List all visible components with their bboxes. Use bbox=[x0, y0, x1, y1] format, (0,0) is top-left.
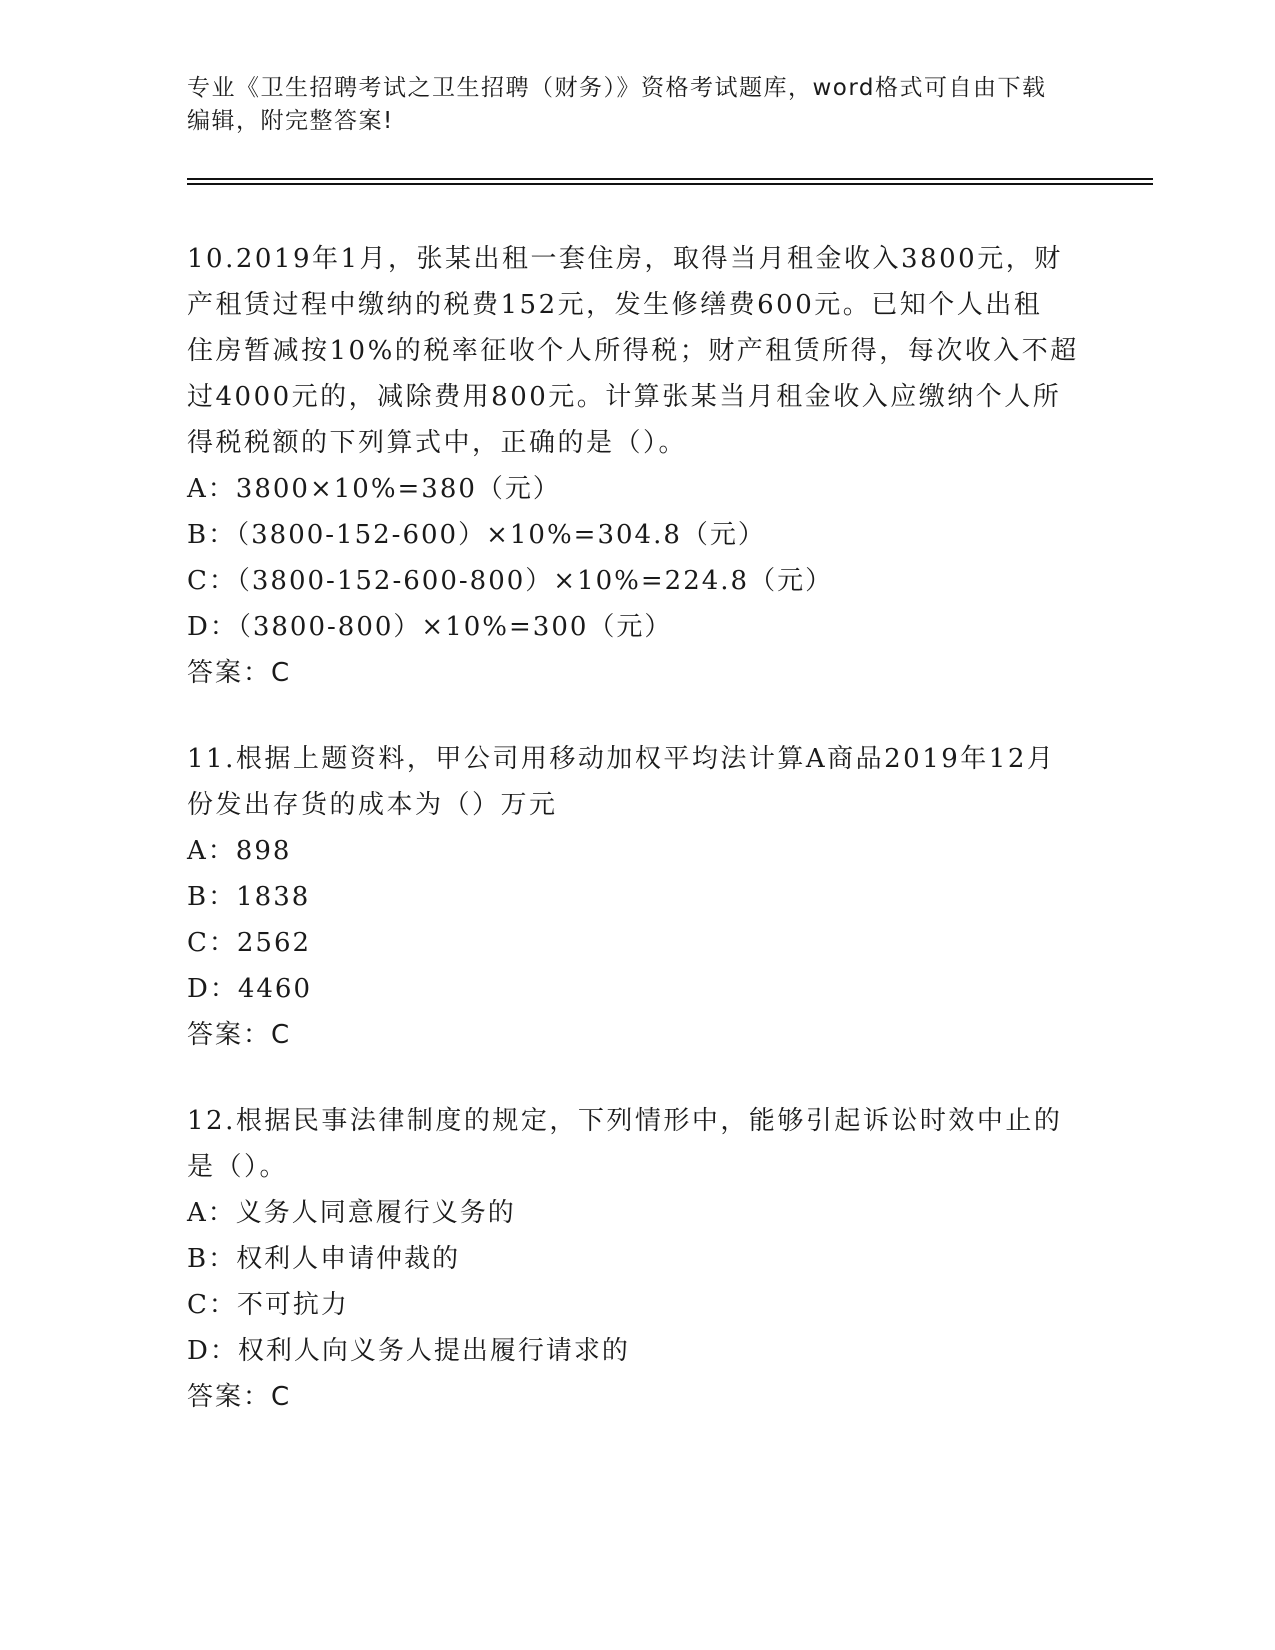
option-d: D：4460 bbox=[187, 974, 313, 1004]
question-stem-line: 11.根据上题资料，甲公司用移动加权平均法计算A商品2019年12月 bbox=[187, 744, 1056, 774]
option-b: B：权利人申请仲裁的 bbox=[187, 1244, 461, 1274]
answer-label: 答案：C bbox=[187, 658, 292, 688]
question-list bbox=[187, 236, 1087, 1460]
answer-label: 答案：C bbox=[187, 1020, 292, 1050]
option-d: D：（3800-800）×10%=300（元） bbox=[187, 612, 673, 642]
question-stem-line: 是（）。 bbox=[187, 1152, 289, 1182]
question-10 bbox=[187, 236, 1087, 696]
question-stem-line: 10.2019年1月，张某出租一套住房，取得当月租金收入3800元，财 bbox=[187, 244, 1063, 274]
question-stem-line: 份发出存货的成本为（）万元 bbox=[187, 790, 558, 820]
question-11 bbox=[187, 736, 1087, 1058]
header-line-2: 编辑，附完整答案! bbox=[187, 108, 394, 134]
option-c: C：不可抗力 bbox=[187, 1290, 349, 1320]
question-stem-line: 得税税额的下列算式中，正确的是（）。 bbox=[187, 428, 688, 458]
option-b: B：（3800-152-600）×10%=304.8（元） bbox=[187, 520, 766, 550]
option-d: D：权利人向义务人提出履行请求的 bbox=[187, 1336, 630, 1366]
header-divider-bottom bbox=[187, 183, 1153, 185]
option-a: A：义务人同意履行义务的 bbox=[187, 1198, 516, 1228]
question-stem-line: 产租赁过程中缴纳的税费152元，发生修缮费600元。已知个人出租 bbox=[187, 290, 1043, 320]
option-b: B：1838 bbox=[187, 882, 311, 912]
header-line-1: 专业《卫生招聘考试之卫生招聘（财务）》资格考试题库，word格式可自由下载 bbox=[187, 75, 1047, 101]
option-c: C：2562 bbox=[187, 928, 312, 958]
document-header bbox=[187, 72, 1087, 138]
option-a: A：898 bbox=[187, 836, 292, 866]
header-divider-top bbox=[187, 178, 1153, 180]
question-stem-line: 12.根据民事法律制度的规定，下列情形中，能够引起诉讼时效中止的 bbox=[187, 1106, 1063, 1136]
option-a: A：3800×10%=380（元） bbox=[187, 474, 561, 504]
question-stem-line: 住房暂减按10%的税率征收个人所得税；财产租赁所得，每次收入不超 bbox=[187, 336, 1079, 366]
option-c: C：（3800-152-600-800）×10%=224.8（元） bbox=[187, 566, 834, 596]
answer-label: 答案：C bbox=[187, 1382, 292, 1412]
question-stem-line: 过4000元的，减除费用800元。计算张某当月租金收入应缴纳个人所 bbox=[187, 382, 1062, 412]
question-12 bbox=[187, 1098, 1087, 1420]
